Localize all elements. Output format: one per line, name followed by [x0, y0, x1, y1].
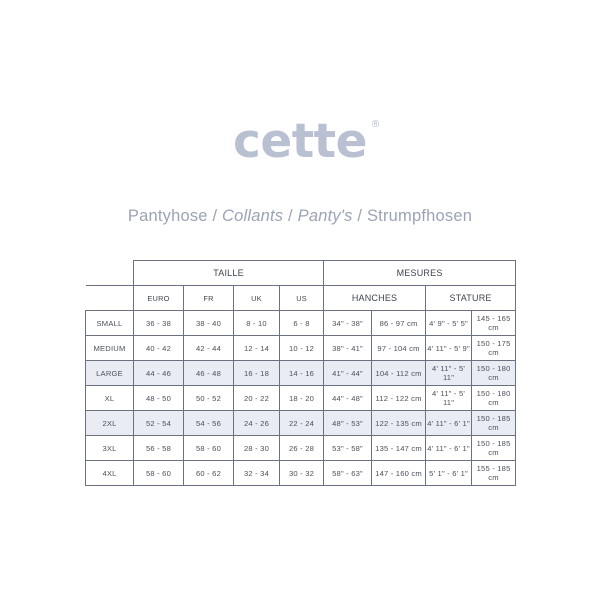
- cell-euro: 48 - 50: [134, 386, 184, 411]
- cell-us: 6 - 8: [280, 311, 324, 336]
- cell-stature-cm: 150 - 175 cm: [472, 336, 516, 361]
- subtitle-strumpfhosen: Strumpfhosen: [366, 207, 473, 225]
- cell-euro: 36 - 38: [134, 311, 184, 336]
- table-group-header-row: [86, 261, 516, 286]
- cell-us: 10 - 12: [280, 336, 324, 361]
- brand-name-text: cette: [232, 114, 368, 169]
- cell-stature-cm: 150 - 180 cm: [472, 386, 516, 411]
- cell-uk: 20 - 22: [234, 386, 280, 411]
- cell-hanches-cm: 86 - 97 cm: [372, 311, 426, 336]
- cell-euro: 44 - 46: [134, 361, 184, 386]
- cell-us: 14 - 16: [280, 361, 324, 386]
- cell-stature-cm: 145 - 165 cm: [472, 311, 516, 336]
- cell-euro: 56 - 58: [134, 436, 184, 461]
- cell-stature-feet: 4' 11" - 5' 11": [426, 361, 472, 386]
- cell-stature-feet: 4' 9" - 5' 5": [426, 311, 472, 336]
- cell-us: 26 - 28: [280, 436, 324, 461]
- corner-cell: [86, 261, 134, 286]
- cell-stature-feet: 4' 11" - 6' 1": [426, 436, 472, 461]
- cell-uk: 24 - 26: [234, 411, 280, 436]
- subtitle-sep-1: /: [207, 207, 223, 225]
- cell-hanches-cm: 97 - 104 cm: [372, 336, 426, 361]
- cell-stature-feet: 5' 1" - 6' 1": [426, 461, 472, 486]
- cell-fr: 46 - 48: [184, 361, 234, 386]
- cell-hanches-inches: 58" - 63": [324, 461, 372, 486]
- cell-stature-cm: 150 - 185 cm: [472, 436, 516, 461]
- subtitle-pantyhose: Pantyhose: [127, 207, 208, 225]
- subtitle-pantys: Panty's: [297, 207, 353, 225]
- cell-euro: 58 - 60: [134, 461, 184, 486]
- table-row: [86, 336, 516, 361]
- cell-uk: 28 - 30: [234, 436, 280, 461]
- cell-hanches-inches: 34" - 38": [324, 311, 372, 336]
- column-header-stature: STATURE: [426, 286, 516, 311]
- cell-hanches-cm: 135 - 147 cm: [372, 436, 426, 461]
- row-size-label: SMALL: [86, 311, 134, 336]
- column-header-hanches: HANCHES: [324, 286, 426, 311]
- cell-fr: 58 - 60: [184, 436, 234, 461]
- cell-hanches-inches: 53" - 58": [324, 436, 372, 461]
- row-size-label: XL: [86, 386, 134, 411]
- cell-stature-cm: 155 - 185 cm: [472, 461, 516, 486]
- row-size-label: LARGE: [86, 361, 134, 386]
- cell-uk: 32 - 34: [234, 461, 280, 486]
- cell-fr: 42 - 44: [184, 336, 234, 361]
- row-size-label: 3XL: [86, 436, 134, 461]
- column-header-us: US: [280, 286, 324, 311]
- cell-us: 22 - 24: [280, 411, 324, 436]
- cell-fr: 50 - 52: [184, 386, 234, 411]
- group-header-mesures: MESURES: [324, 261, 516, 286]
- registered-trademark-icon: ®: [370, 119, 381, 130]
- brand-logo: [0, 114, 600, 169]
- cell-stature-cm: 150 - 185 cm: [472, 411, 516, 436]
- cell-hanches-inches: 48" - 53": [324, 411, 372, 436]
- cell-fr: 38 - 40: [184, 311, 234, 336]
- cell-stature-cm: 150 - 180 cm: [472, 361, 516, 386]
- table-row: [86, 436, 516, 461]
- cell-uk: 12 - 14: [234, 336, 280, 361]
- brand-name: [232, 114, 381, 169]
- table-row: [86, 311, 516, 336]
- column-header-euro: EURO: [134, 286, 184, 311]
- cell-stature-feet: 4' 11" - 6' 1": [426, 411, 472, 436]
- group-header-taille: TAILLE: [134, 261, 324, 286]
- cell-euro: 52 - 54: [134, 411, 184, 436]
- row-size-label: 2XL: [86, 411, 134, 436]
- cell-hanches-inches: 38" - 41": [324, 336, 372, 361]
- row-size-label: 4XL: [86, 461, 134, 486]
- cell-euro: 40 - 42: [134, 336, 184, 361]
- row-size-label: MEDIUM: [86, 336, 134, 361]
- cell-hanches-cm: 112 - 122 cm: [372, 386, 426, 411]
- subtitle-sep-2: /: [283, 207, 298, 225]
- size-chart-table: [85, 260, 516, 486]
- cell-hanches-cm: 104 - 112 cm: [372, 361, 426, 386]
- cell-us: 18 - 20: [280, 386, 324, 411]
- table-row: [86, 386, 516, 411]
- table-row: [86, 361, 516, 386]
- cell-hanches-inches: 44" - 48": [324, 386, 372, 411]
- cell-fr: 60 - 62: [184, 461, 234, 486]
- table-column-header-row: [86, 286, 516, 311]
- cell-stature-feet: 4' 11" - 5' 11": [426, 386, 472, 411]
- column-header-fr: FR: [184, 286, 234, 311]
- cell-hanches-cm: 147 - 160 cm: [372, 461, 426, 486]
- size-chart-table-wrapper: [85, 260, 515, 486]
- column-header-uk: UK: [234, 286, 280, 311]
- table-row: [86, 411, 516, 436]
- cell-hanches-inches: 41" - 44": [324, 361, 372, 386]
- subtitle-sep-3: /: [352, 207, 367, 225]
- cell-uk: 16 - 18: [234, 361, 280, 386]
- table-row: [86, 461, 516, 486]
- cell-stature-feet: 4' 11" - 5' 9": [426, 336, 472, 361]
- cell-hanches-cm: 122 - 135 cm: [372, 411, 426, 436]
- corner-cell-2: [86, 286, 134, 311]
- cell-fr: 54 - 56: [184, 411, 234, 436]
- subtitle-collants: Collants: [222, 207, 284, 225]
- page-subtitle: [0, 207, 600, 226]
- cell-uk: 8 - 10: [234, 311, 280, 336]
- cell-us: 30 - 32: [280, 461, 324, 486]
